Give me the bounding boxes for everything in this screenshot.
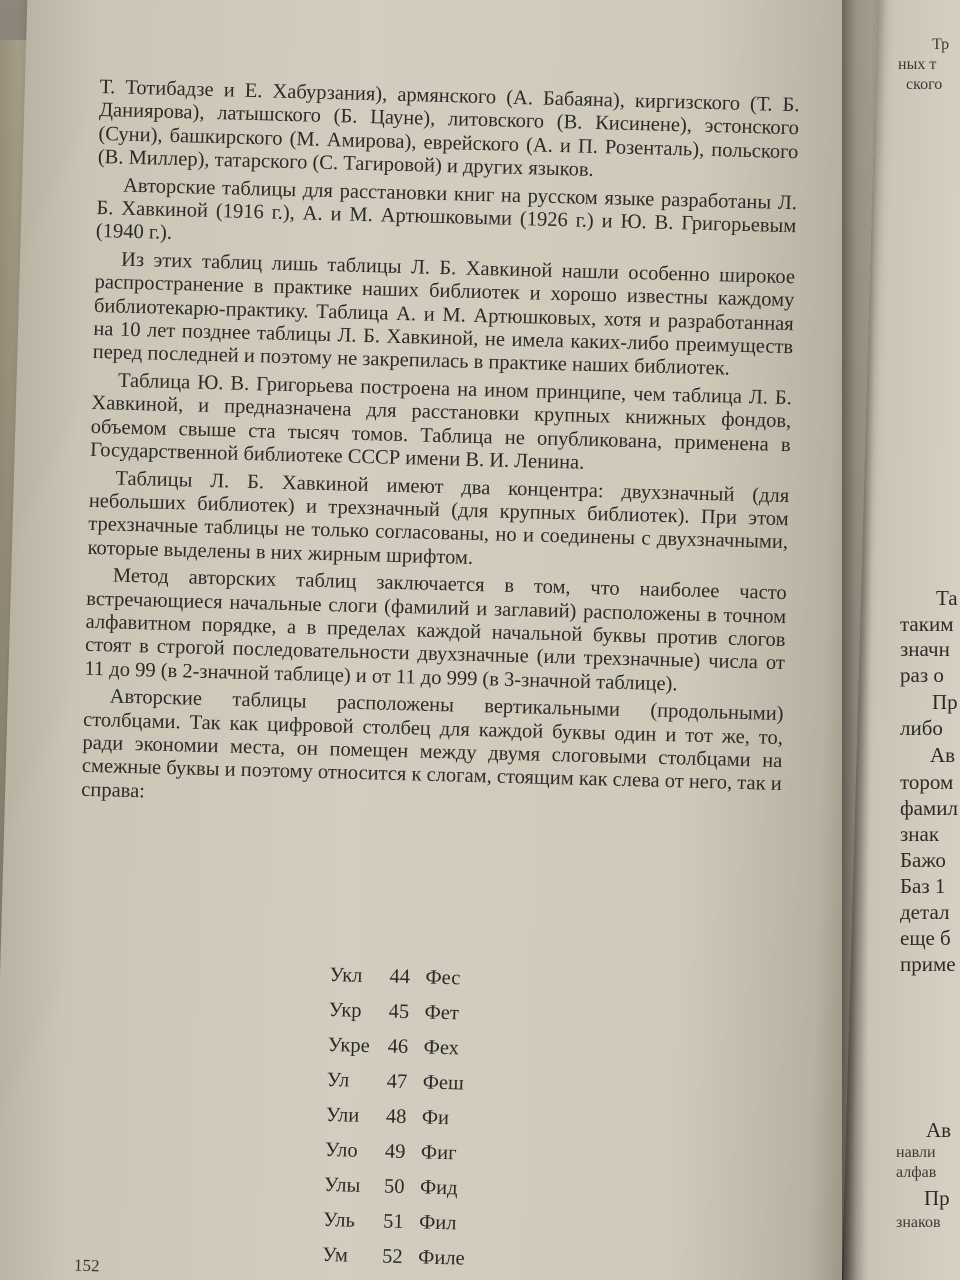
paragraph-2: Авторские таблицы для расстановки книг на русском языке разработаны Л. Б. Хавкиной (1916 г.), А. и М. Артюшковыми (1926 г.) и Ю. В. Григорьевым (1940 г.).: [95, 174, 798, 245]
syllable-number: 44: [389, 965, 411, 989]
syllable-right: Фет: [424, 1001, 460, 1025]
syllable-number: 47: [386, 1070, 408, 1094]
syllable-left: Улы: [323, 1173, 361, 1197]
syllable-row: [326, 1063, 503, 1103]
syllable-number: 48: [385, 1105, 407, 1129]
right-fragment: знак: [900, 822, 940, 846]
syllable-left: Ули: [325, 1103, 360, 1127]
right-fragment: Тр: [932, 36, 950, 53]
syllable-number: 51: [382, 1210, 404, 1234]
page-number: 152: [73, 1255, 100, 1276]
paragraph-7: Авторские таблицы расположены вертикальными (продольными) столбцами. Так как цифровой столбец для каждой буквы один и тот же, то, ради экономии места, он помещен между двумя слоговыми столбцами на смежные буквы и поэтому относится к слогам, стоящим как слева от него, так и справа:: [81, 685, 784, 803]
syllable-number: 49: [384, 1140, 406, 1164]
right-fragment: раз о: [900, 663, 944, 687]
right-fragment: детал: [900, 900, 950, 924]
right-fragment: либо: [900, 716, 943, 740]
syllable-row: [325, 1098, 502, 1138]
paragraph-3: Из этих таблиц лишь таблицы Л. Б. Хавкиной нашли особенно широкое распространение в практике наших библиотек и хорошо известны каждому библиотекарю-практику. Таблица А. и М. Артюшковых, хотя и разработанная на 10 лет позднее таблицы Л. Б. Хавкиной, не имела каких-либо преимуществ перед последней и поэтому не закрепилась в практике наших библиотек.: [92, 248, 796, 381]
right-fragment: значн: [900, 637, 950, 661]
right-fragment: Бажо: [900, 848, 946, 872]
right-fragment: фамил: [900, 796, 958, 820]
syllable-right: Фил: [418, 1211, 457, 1235]
right-fragment: ского: [906, 76, 943, 93]
right-fragment: еще б: [900, 926, 951, 950]
right-fragment: таким: [900, 612, 954, 636]
book-gutter: [842, 0, 870, 1280]
syllable-row: [327, 1028, 504, 1068]
right-fragment: Та: [936, 586, 958, 610]
right-fragment: Пр: [924, 1186, 950, 1210]
syllable-right: Фех: [423, 1036, 460, 1060]
right-fragment: Ав: [930, 743, 956, 767]
right-fragment: знаков: [896, 1214, 941, 1231]
right-fragment: приме: [900, 952, 956, 976]
syllable-table: [322, 958, 506, 1277]
syllable-left: Укл: [329, 963, 363, 987]
right-fragment: тором: [900, 770, 954, 794]
syllable-left: Уль: [322, 1208, 356, 1232]
syllable-row: [325, 1133, 502, 1173]
paragraph-4: Таблица Ю. В. Григорьева построена на ином принципе, чем таблица Л. Б. Хавкиной, и предназначена для расстановки крупных книжных фондов, объемом свыше ста тысяч томов. Таблица не опубликована, применена в Государственной библиотеке СССР имени В. И. Ленина.: [89, 369, 793, 474]
syllable-right: Фид: [419, 1176, 458, 1200]
right-fragment: ных т: [898, 56, 937, 73]
syllable-number: 52: [381, 1245, 403, 1269]
right-fragment: Пр: [932, 690, 958, 714]
syllable-right: Фес: [425, 966, 461, 990]
syllable-number: 45: [388, 1000, 410, 1024]
syllable-row: [323, 1203, 500, 1243]
syllable-left: Уло: [324, 1138, 358, 1162]
right-fragment: алфав: [896, 1164, 937, 1181]
main-text-block: [81, 76, 800, 820]
syllable-row: [324, 1168, 501, 1208]
syllable-left: Укре: [327, 1033, 371, 1058]
syllable-right: Фи: [421, 1106, 450, 1130]
syllable-number: 50: [383, 1175, 405, 1199]
syllable-right: Филе: [417, 1246, 465, 1270]
syllable-number: 46: [387, 1035, 409, 1059]
right-fragment: Баз 1: [900, 874, 946, 898]
syllable-left: Укр: [328, 998, 362, 1022]
syllable-row: [322, 1238, 499, 1278]
right-fragment: Ав: [926, 1118, 952, 1142]
syllable-right: Фиг: [420, 1141, 457, 1165]
syllable-row: [328, 993, 505, 1033]
syllable-left: Ум: [321, 1243, 349, 1267]
paragraph-5: Таблицы Л. Б. Хавкиной имеют два концентра: двухзначный (для небольших библиотек) и трехзначный (для крупных библиотек). При этом трехзначные таблицы не только согласованы, но и соединены с двухзначными, которые выделены в них жирным шрифтом.: [87, 467, 790, 569]
syllable-left: Ул: [326, 1068, 350, 1092]
syllable-row: [329, 958, 506, 998]
right-fragment: навли: [896, 1144, 936, 1161]
syllable-right: Феш: [422, 1071, 465, 1095]
paragraph-6: Метод авторских таблиц заключается в том, что наиболее часто встречающиеся начальные слоги (фамилий и заглавий) расположены в точном алфавитном порядке, а в пределах каждой начальной буквы против слогов стоят в строгой последовательности двухзначные (или трехзначные) числа от 11 до 99 (в 2-значной таблице) и от 11 до 999 (в 3-значной таблице).: [84, 564, 787, 696]
paragraph-1: Т. Тотибадзе и Е. Хабурзания), армянского (А. Бабаяна), киргизского (Т. Б. Даниярова), латышского (Б. Цауне), литовского (В. Кисинене), эстонского (Суни), башкирского (М. Амирова), еврейского (А. и П. Розенталь), польского (В. Миллер), татарского (С. Тагировой) и других языков.: [97, 76, 800, 182]
